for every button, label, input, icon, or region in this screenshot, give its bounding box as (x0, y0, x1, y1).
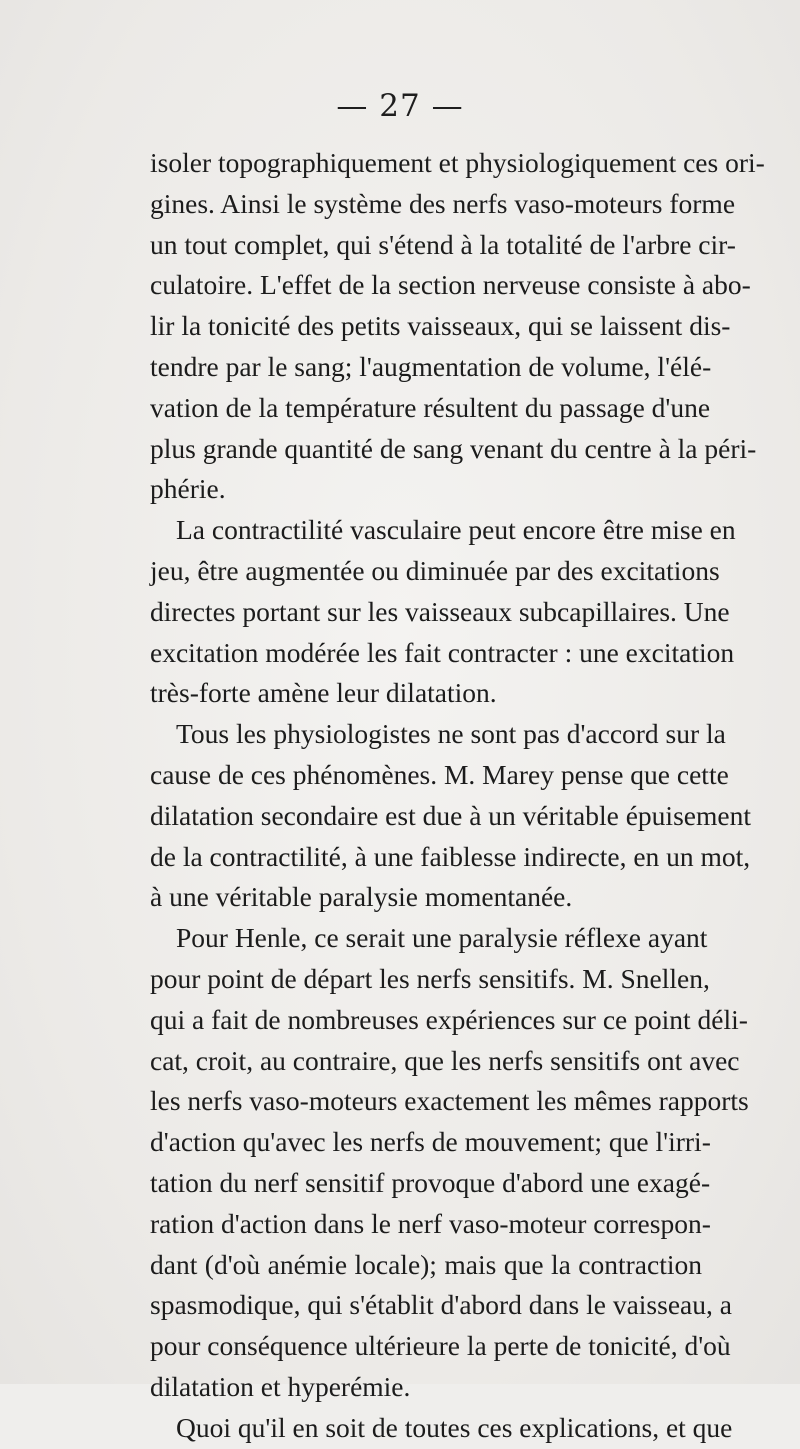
body-text (150, 143, 765, 1449)
text-line: d'action qu'avec les nerfs de mouvement; que l'irri- (150, 1126, 711, 1158)
text-line: jeu, être augmentée ou diminuée par des excitations (150, 554, 720, 586)
text-line: un tout complet, qui s'étend à la totalité de l'arbre cir- (150, 228, 736, 260)
text-line: à une véritable paralysie momentanée. (150, 881, 573, 913)
text-line: phérie. (150, 473, 226, 505)
text-line: gines. Ainsi le système des nerfs vaso-moteurs forme (150, 187, 736, 219)
text-line: de la contractilité, à une faiblesse indirecte, en un mot, (150, 840, 751, 872)
text-line: directes portant sur les vaisseaux subcapillaires. Une (150, 595, 730, 627)
text-line: cause de ces phénomènes. M. Marey pense que cette (150, 758, 729, 790)
text-line: lir la tonicité des petits vaisseaux, qui se laissent dis- (150, 310, 731, 342)
text-line: dant (d'où anémie locale); mais que la contraction (150, 1248, 702, 1280)
page-number: — 27 — (336, 88, 464, 124)
text-line: spasmodique, qui s'établit d'abord dans le vaisseau, a (150, 1289, 732, 1321)
text-line: très-forte amène leur dilatation. (150, 677, 497, 709)
text-line: La contractilité vasculaire peut encore être mise en (176, 514, 736, 546)
text-line: excitation modérée les fait contracter : une excitation (150, 636, 735, 668)
text-line: vation de la température résultent du passage d'une (150, 391, 711, 423)
text-line: tendre par le sang; l'augmentation de volume, l'élé- (150, 350, 712, 382)
text-line: Tous les physiologistes ne sont pas d'accord sur la (176, 718, 726, 750)
text-line: pour conséquence ultérieure la perte de tonicité, d'où (150, 1330, 731, 1362)
text-line: Pour Henle, ce serait une paralysie réflexe ayant (176, 922, 708, 954)
text-line: culatoire. L'effet de la section nerveuse consiste à abo- (150, 269, 751, 301)
text-line: les nerfs vaso-moteurs exactement les mêmes rapports (150, 1085, 749, 1117)
text-line: tation du nerf sensitif provoque d'abord une exagé- (150, 1166, 711, 1198)
text-line: isoler topographiquement et physiologiquement ces ori- (150, 147, 765, 178)
text-line: plus grande quantité de sang venant du centre à la péri- (150, 432, 757, 464)
text-line: dilatation secondaire est due à un véritable épuisement (150, 799, 751, 831)
text-line: qui a fait de nombreuses expériences sur ce point déli- (150, 1003, 748, 1035)
text-line: dilatation et hyperémie. (150, 1370, 411, 1402)
text-line: ration d'action dans le nerf vaso-moteur correspon- (150, 1207, 711, 1239)
text-line: pour point de départ les nerfs sensitifs. M. Snellen, (150, 962, 710, 994)
text-line: cat, croit, au contraire, que les nerfs sensitifs ont avec (150, 1044, 740, 1076)
text-line: Quoi qu'il en soit de toutes ces explications, et que (176, 1411, 733, 1443)
